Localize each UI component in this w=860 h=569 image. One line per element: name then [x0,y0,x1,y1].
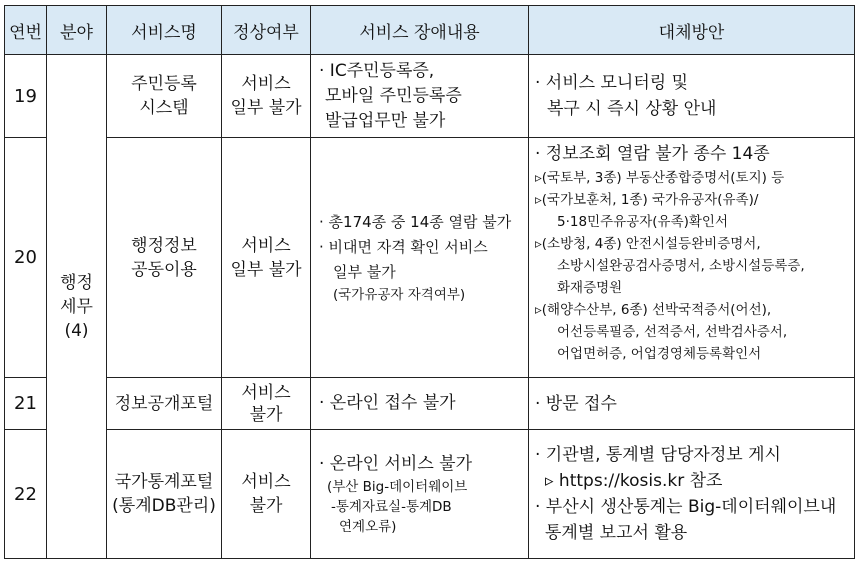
alt-item: ▹(소방청, 4종) 안전시설등완비증명서, [535,236,761,252]
status-cell [222,55,311,138]
issue-line: · 총174종 중 14종 열람 불가 [319,213,512,231]
alt-line: · 정보조회 열람 불가 종수 14종 [535,144,770,164]
issue-line: 모바일 주민등록증 [325,85,462,106]
row-number: 19 [5,55,47,138]
service-line: (통계DB관리) [112,496,216,516]
alt-item: 화재증명원 [557,280,623,296]
header-field: 분야 [47,6,107,55]
header-status: 정상여부 [222,6,311,55]
status-line: 불가 [249,404,283,425]
issue-cell [311,138,529,378]
header-issue: 서비스 장애내용 [311,6,529,55]
status-line: 서비스 [241,74,291,94]
field-cell [47,55,107,559]
issue-line: · 비대면 자격 확인 서비스 [319,238,488,256]
issue-subnote: (부산 Big-데이터웨이브 [327,478,468,495]
alt-line: 복구 시 즉시 상황 안내 [547,99,717,119]
issue-line: 일부 불가 [333,263,396,281]
alt-line: · 기관별, 통계별 담당자정보 게시 [535,445,781,465]
issue-line: · IC주민등록증, [319,60,435,81]
issue-line: · 온라인 접수 불가 [319,393,456,413]
alternative-cell [529,430,855,559]
issue-subnote: 연계오류) [339,518,397,535]
alt-item: 어업면허증, 어업경영체등록확인서 [557,346,762,362]
status-line: 서비스 [241,235,291,256]
table-row [5,378,855,430]
service-line: 정보공개포털 [114,393,214,414]
alt-line: 통계별 보고서 활용 [545,523,688,543]
row-number: 22 [5,430,47,559]
service-name [107,55,222,138]
service-line: 주민등록 [131,74,197,94]
table-row [5,430,855,559]
status-cell [222,138,311,378]
service-line: 국가통계포털 [114,472,214,492]
service-line: 행정정보 [131,235,197,256]
issue-line: · 온라인 서비스 불가 [319,453,472,474]
issue-line: 발급업무만 불가 [325,110,446,131]
status-cell [222,430,311,559]
header-no: 연번 [5,6,47,55]
alternative-cell [529,138,855,378]
alt-line: · 부산시 생산통계는 Big-데이터웨이브내 [535,497,837,517]
field-line: (4) [64,320,89,341]
alt-item: 어선등록필증, 선적증서, 선박검사증서, [557,324,788,340]
row-number: 20 [5,138,47,378]
issue-cell [311,378,529,430]
field-line: 세무 [60,296,93,317]
status-cell [222,378,311,430]
service-line: 시스템 [139,98,189,118]
alt-item: ▹(해양수산부, 6종) 선박국적증서(어선), [535,302,772,318]
service-name [107,378,222,430]
alt-item: 5·18민주유공자(유족)확인서 [557,214,729,230]
field-line: 행정 [60,272,93,293]
service-outage-table [4,5,855,559]
table-row [5,138,855,378]
alt-link-line: ▹ https://kosis.kr 참조 [545,471,723,491]
header-alternative: 대체방안 [529,6,855,55]
status-line: 일부 불가 [230,259,302,280]
alt-line: · 방문 접수 [535,393,617,414]
status-line: 서비스 [241,382,291,403]
alt-item: ▹(국가보훈처, 1종) 국가유공자(유족)/ [535,192,759,208]
service-name [107,138,222,378]
issue-cell [311,55,529,138]
alternative-cell [529,378,855,430]
issue-subnote: (국가유공자 자격여부) [333,287,466,303]
alternative-cell [529,55,855,138]
service-line: 공동이용 [131,259,197,280]
status-line: 불가 [249,496,283,516]
status-line: 일부 불가 [230,98,302,118]
alt-item: ▹(국토부, 3종) 부동산종합증명서(토지) 등 [535,170,785,186]
alt-line: · 서비스 모니터링 및 [535,73,688,93]
table-row [5,55,855,138]
alt-item: 소방시설완공검사증명서, 소방시설등록증, [557,258,805,274]
header-row [5,6,855,55]
issue-cell [311,430,529,559]
header-service: 서비스명 [107,6,222,55]
issue-subnote: -통계자료실-통계DB [331,498,452,515]
status-line: 서비스 [241,472,291,492]
row-number: 21 [5,378,47,430]
service-name [107,430,222,559]
